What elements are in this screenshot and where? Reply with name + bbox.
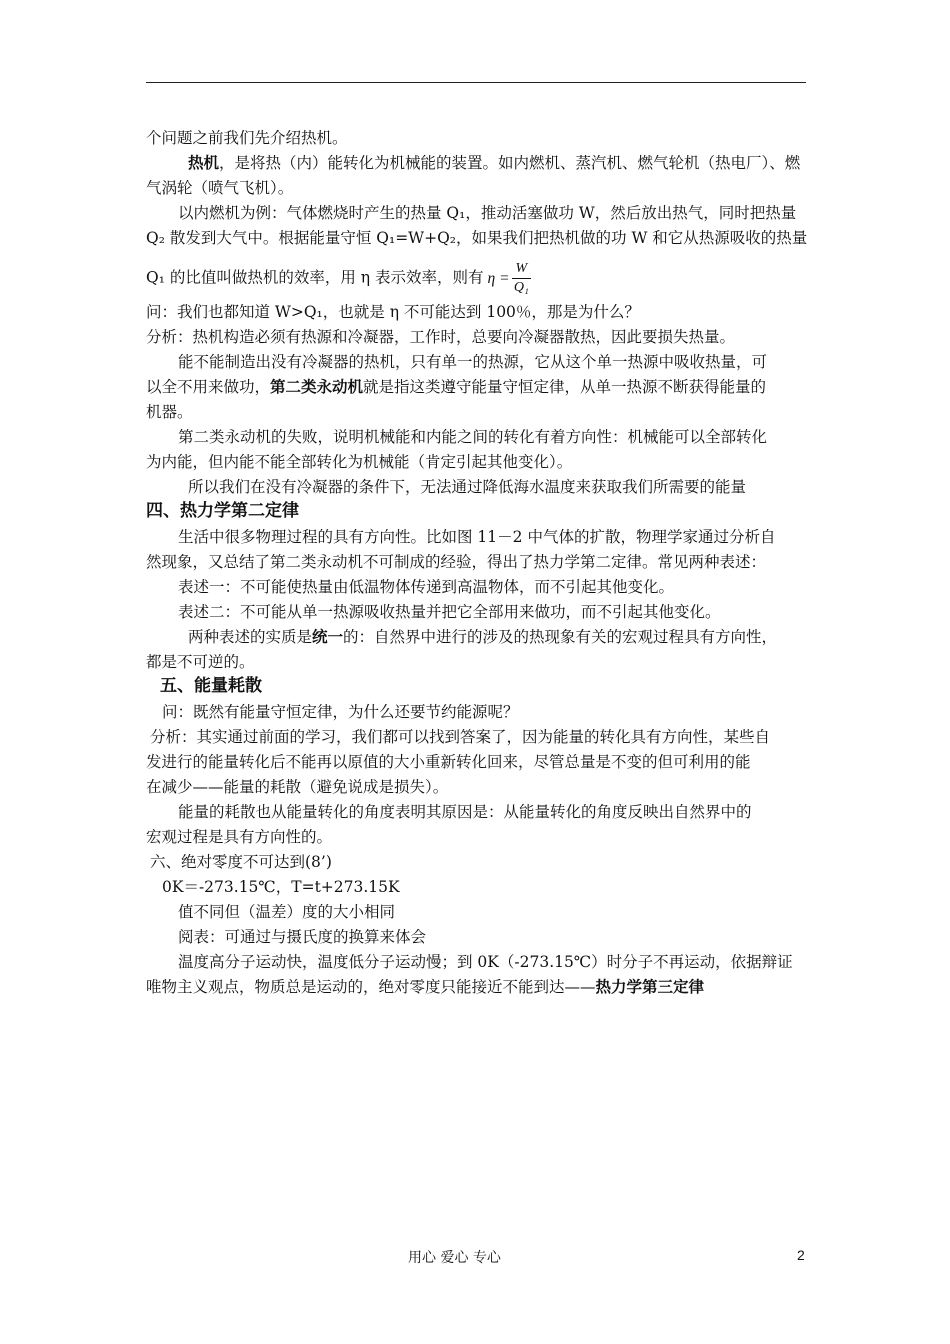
text-line: 为内能，但内能不能全部转化为机械能（肯定引起其他变化）。 bbox=[146, 453, 573, 471]
text-line: 然现象，又总结了第二类永动机不可制成的经验，得出了热力学第二定律。常见两种表述： bbox=[146, 553, 767, 571]
term-third-law: 热力学第三定律 bbox=[595, 978, 705, 996]
text-line: 阅表：可通过与摄氏度的换算来体会 bbox=[178, 928, 427, 946]
text-span: 的：自然界中进行的涉及的热现象有关的宏观过程具有方向性， bbox=[343, 628, 778, 646]
text-line bbox=[146, 977, 816, 997]
text-line: 分析：热机构造必须有热源和冷凝器，工作时，总要向冷凝器散热，因此要损失热量。 bbox=[146, 328, 736, 346]
efficiency-line bbox=[146, 260, 816, 297]
fraction-denominator: Q₁ bbox=[513, 280, 529, 295]
text-span: Q₁ 的比值叫做热机的效率，用 η 表示效率，则有 bbox=[146, 268, 484, 287]
text-line: 个问题之前我们先介绍热机。 bbox=[146, 129, 348, 147]
text-line: 生活中很多物理过程的具有方向性。比如图 11－2 中气体的扩散，物理学家通过分析自 bbox=[178, 528, 776, 546]
text-line: 发进行的能量转化后不能再以原值的大小重新转化回来，尽管总量是不变的但可利用的能 bbox=[146, 753, 751, 771]
text-line: 机器。 bbox=[146, 403, 193, 421]
text-line: 能量的耗散也从能量转化的角度表明其原因是：从能量转化的角度反映出自然界中的 bbox=[178, 803, 752, 821]
text-line: 温度高分子运动快，温度低分子运动慢；到 0K（-273.15℃）时分子不再运动，依据辩证 bbox=[178, 953, 793, 971]
header-rule bbox=[146, 82, 806, 83]
text-line: 分析：其实通过前面的学习，我们都可以找到答案了，因为能量的转化具有方向性，某些自 bbox=[150, 728, 771, 746]
text-line: 0K＝-273.15℃，T=t+273.15K bbox=[162, 878, 400, 896]
text-span: 两种表述的实质是 bbox=[188, 628, 313, 646]
text-line: Q₂ 散发到大气中。根据能量守恒 Q₁=W+Q₂，如果我们把热机做的功 W 和它从热源吸收的热量 bbox=[146, 229, 808, 247]
text-line: 表述二：不可能从单一热源吸收热量并把它全部用来做功，而不引起其他变化。 bbox=[178, 603, 721, 621]
footer-text: 用心 爱心 专心 bbox=[408, 1250, 501, 1266]
text-span: 就是指这类遵守能量守恒定律，从单一热源不断获得能量的 bbox=[363, 378, 767, 396]
text-span: 唯物主义观点，物质总是运动的，绝对零度只能接近不能到达—— bbox=[146, 978, 596, 996]
term-heat-engine: 热机 bbox=[188, 154, 220, 172]
text-line: 气涡轮（喷气飞机）。 bbox=[146, 179, 294, 197]
page-number: 2 bbox=[797, 1247, 805, 1263]
efficiency-fraction bbox=[512, 260, 532, 297]
section-heading-4: 四、热力学第二定律 bbox=[146, 501, 299, 521]
text-line: 六、绝对零度不可达到(8’) bbox=[150, 853, 332, 871]
text-line: 值不同但（温差）度的大小相同 bbox=[178, 903, 396, 921]
text-span: 以全不用来做功， bbox=[146, 378, 271, 396]
text-line: 在减少——能量的耗散（避免说成是损失）。 bbox=[146, 778, 449, 796]
text-line: 问：既然有能量守恒定律，为什么还要节约能源呢？ bbox=[162, 703, 519, 721]
text-line bbox=[188, 627, 858, 647]
text-line: 第二类永动机的失败，说明机械能和内能之间的转化有着方向性：机械能可以全部转化 bbox=[178, 428, 768, 446]
text-line bbox=[146, 377, 816, 397]
text-line: 表述一：不可能使热量由低温物体传递到高温物体，而不引起其他变化。 bbox=[178, 578, 675, 596]
text-line: 问：我们也都知道 W>Q₁，也就是 η 不可能达到 100％，那是为什么？ bbox=[146, 303, 640, 321]
term-perpetual-motion: 第二类永动机 bbox=[270, 378, 364, 396]
text-line bbox=[188, 153, 858, 173]
text-line: 能不能制造出没有冷凝器的热机，只有单一的热源，它从这个单一热源中吸收热量，可 bbox=[178, 353, 768, 371]
fraction-numerator: W bbox=[512, 260, 532, 279]
section-heading-5: 五、能量耗散 bbox=[160, 676, 262, 696]
text-line: 以内燃机为例：气体燃烧时产生的热量 Q₁，推动活塞做功 W，然后放出热气，同时把热量 bbox=[178, 204, 797, 222]
term-unified: 统一 bbox=[312, 628, 344, 646]
text-span: ，是将热（内）能转化为机械能的装置。如内燃机、蒸汽机、燃气轮机（热电厂）、燃 bbox=[219, 154, 801, 172]
eta-symbol: η = bbox=[487, 269, 510, 287]
text-line: 都是不可逆的。 bbox=[146, 653, 255, 671]
text-line: 所以我们在没有冷凝器的条件下，无法通过降低海水温度来获取我们所需要的能量 bbox=[188, 478, 747, 496]
text-line: 宏观过程是具有方向性的。 bbox=[146, 828, 333, 846]
